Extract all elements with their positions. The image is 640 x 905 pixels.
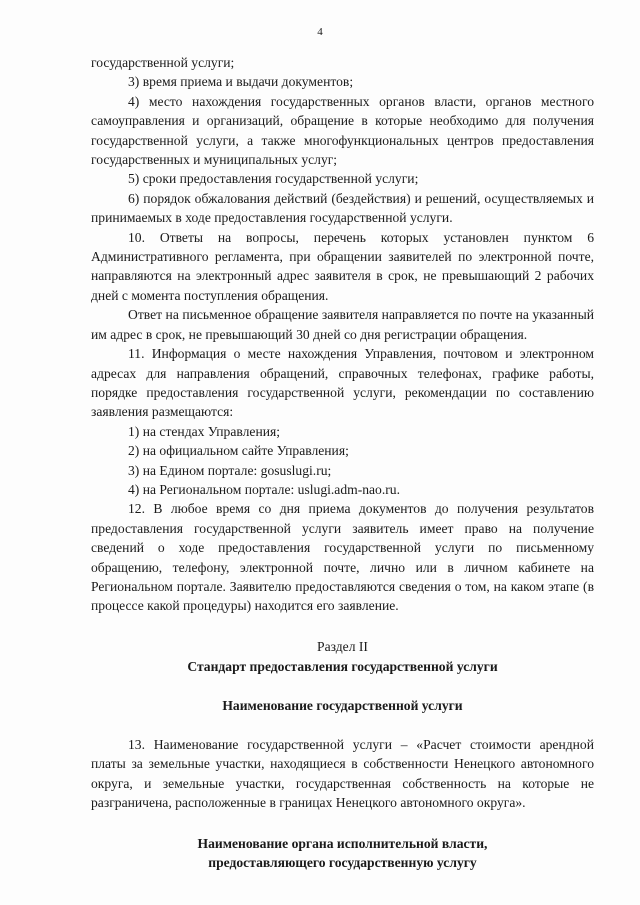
page-number: 4 bbox=[317, 26, 323, 38]
list-item-5: 5) сроки предоставления государственной услуги; bbox=[128, 171, 419, 187]
section-title: Стандарт предоставления государственной услуги bbox=[187, 659, 498, 675]
paragraph-13: 13. Наименование государственной услуги – «Расчет стоимости арендной платы за земельные участки, находящиеся в собственности Ненецкого автономного округа, и земельные участки, государственная собственность на которые не разграничена, расположенные в границах Ненецкого автономного округа». bbox=[91, 737, 594, 811]
paragraph-11: 11. Информация о месте нахождения Управления, почтовом и электронном адресах для направления обращений, справочных телефонах, графике работы, порядке предоставления государственной услуги, рекомендации по составлению заявления размещаются: bbox=[91, 346, 594, 420]
list-item-6: 6) порядок обжалования действий (бездействия) и решений, осуществляемых и принимаемых в ходе предоставления государственной услуги. bbox=[91, 190, 594, 226]
paragraph-12: 12. В любое время со дня приема документов до получения результатов предоставления государственной услуги заявитель имеет право на получение сведений о ходе предоставления государственной услуги по письменному обращению, телефону, электронной почте, лично или в личном кабинете на Региональном портале. Заявителю предоставляются сведения о том, на каком этапе (в процессе какой процедуры) находится его заявление. bbox=[91, 501, 594, 614]
heading-authority-line-1: Наименование органа исполнительной власти, bbox=[197, 835, 488, 851]
paragraph-written-reply: Ответ на письменное обращение заявителя направляется по почте на указанный им адрес в срок, не превышающий 30 дней со дня регистрации обращения. bbox=[91, 307, 594, 342]
heading-authority-line-2: предоставляющего государственную услугу bbox=[208, 855, 477, 871]
subheading-service-name: Наименование государственной услуги bbox=[222, 697, 463, 713]
list-item-3: 3) время приема и выдачи документов; bbox=[128, 74, 354, 90]
paragraph-10: 10. Ответы на вопросы, перечень которых установлен пунктом 6 Административного регламента, при обращении заявителей по электронной почте, направляются на электронный адрес заявителя в срок, не превышающий 2 рабочих дней с момента поступления обращения. bbox=[91, 229, 594, 303]
list-item-stands: 1) на стендах Управления; bbox=[128, 423, 281, 439]
paragraph-continuation: государственной услуги; bbox=[91, 55, 235, 70]
list-item-regional-portal: 4) на Региональном портале: uslugi.adm-nao.ru. bbox=[128, 481, 400, 497]
list-item-4: 4) место нахождения государственных органов власти, органов местного самоуправления и организаций, обращение в которые необходимо для получения государственной услуги, а также многофункциональных центров предоставления государственных и муниципальных услуг; bbox=[91, 93, 594, 168]
list-item-official-site: 2) на официальном сайте Управления; bbox=[128, 443, 349, 459]
section-label: Раздел II bbox=[317, 638, 368, 654]
list-item-unified-portal: 3) на Едином портале: gosuslugi.ru; bbox=[128, 462, 332, 478]
document-body bbox=[91, 53, 594, 872]
